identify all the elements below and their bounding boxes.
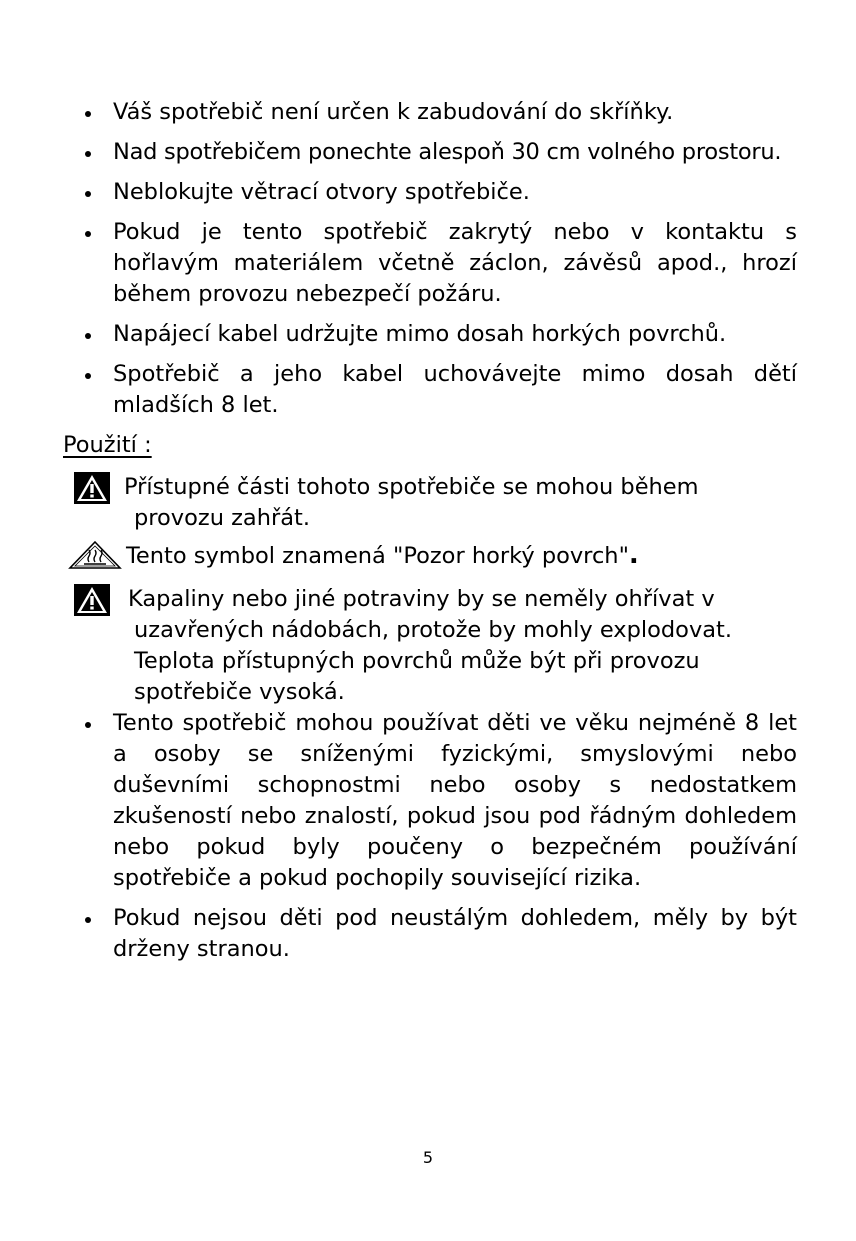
page-number: 5 bbox=[422, 1148, 434, 1167]
warning-text: provozu zahřát. bbox=[134, 505, 310, 531]
warning-text: Přístupné části tohoto spotřebiče se mohou během bbox=[124, 474, 699, 500]
safety-list-bottom bbox=[85, 708, 797, 974]
warning-text: Tento symbol znamená "Pozor horký povrch" bbox=[126, 543, 629, 569]
warning-text: Kapaliny nebo jiné potraviny by se neměly ohřívat v bbox=[128, 586, 715, 612]
section-heading: Použití : bbox=[63, 432, 152, 458]
bullet-icon bbox=[85, 722, 91, 728]
bullet-icon bbox=[85, 373, 91, 379]
safety-list-top bbox=[85, 97, 797, 430]
warning-text: Teplota přístupných povrchů může být při provozu bbox=[134, 648, 700, 674]
bullet-icon bbox=[85, 231, 91, 237]
list-item: Napájecí kabel udržujte mimo dosah horkých povrchů. bbox=[85, 319, 797, 350]
bullet-icon bbox=[85, 191, 91, 197]
bullet-icon bbox=[85, 917, 91, 923]
warning-hot-surface: Tento symbol znamená "Pozor horký povrch". bbox=[68, 540, 788, 572]
warning-triangle-icon bbox=[74, 472, 110, 513]
warning-text: spotřebiče vysoká. bbox=[134, 679, 345, 705]
list-item: Tento spotřebič mohou používat děti ve věku nejméně 8 let a osoby se sníženými fyzickými, smyslovými nebo duševními schopnostmi nebo osoby s nedostatkem zkušeností nebo znalostí, pokud jsou pod řádným dohledem nebo pokud byly poučeny o bezpečném používání spotřebiče a pokud pochopily související rizika. bbox=[85, 708, 797, 894]
warning-hot-parts bbox=[74, 472, 774, 534]
bullet-icon bbox=[85, 151, 91, 157]
list-item: Neblokujte větrací otvory spotřebiče. bbox=[85, 177, 797, 208]
warning-text: uzavřených nádobách, protože by mohly explodovat. bbox=[134, 617, 733, 643]
bullet-icon bbox=[85, 111, 91, 117]
list-item: Nad spotřebičem ponechte alespoň 30 cm volného prostoru. bbox=[85, 137, 797, 168]
warning-closed-containers bbox=[74, 584, 794, 708]
list-item: Spotřebič a jeho kabel uchovávejte mimo dosah dětí mladších 8 let. bbox=[85, 359, 797, 421]
list-item: Pokud je tento spotřebič zakrytý nebo v kontaktu s hořlavým materiálem včetně záclon, závěsů apod., hrozí během provozu nebezpečí požáru. bbox=[85, 217, 797, 310]
warning-triangle-icon bbox=[74, 584, 110, 625]
hot-surface-icon bbox=[68, 540, 122, 579]
list-item: Váš spotřebič není určen k zabudování do skříňky. bbox=[85, 97, 797, 128]
bullet-icon bbox=[85, 333, 91, 339]
list-item: Pokud nejsou děti pod neustálým dohledem, měly by být drženy stranou. bbox=[85, 903, 797, 965]
